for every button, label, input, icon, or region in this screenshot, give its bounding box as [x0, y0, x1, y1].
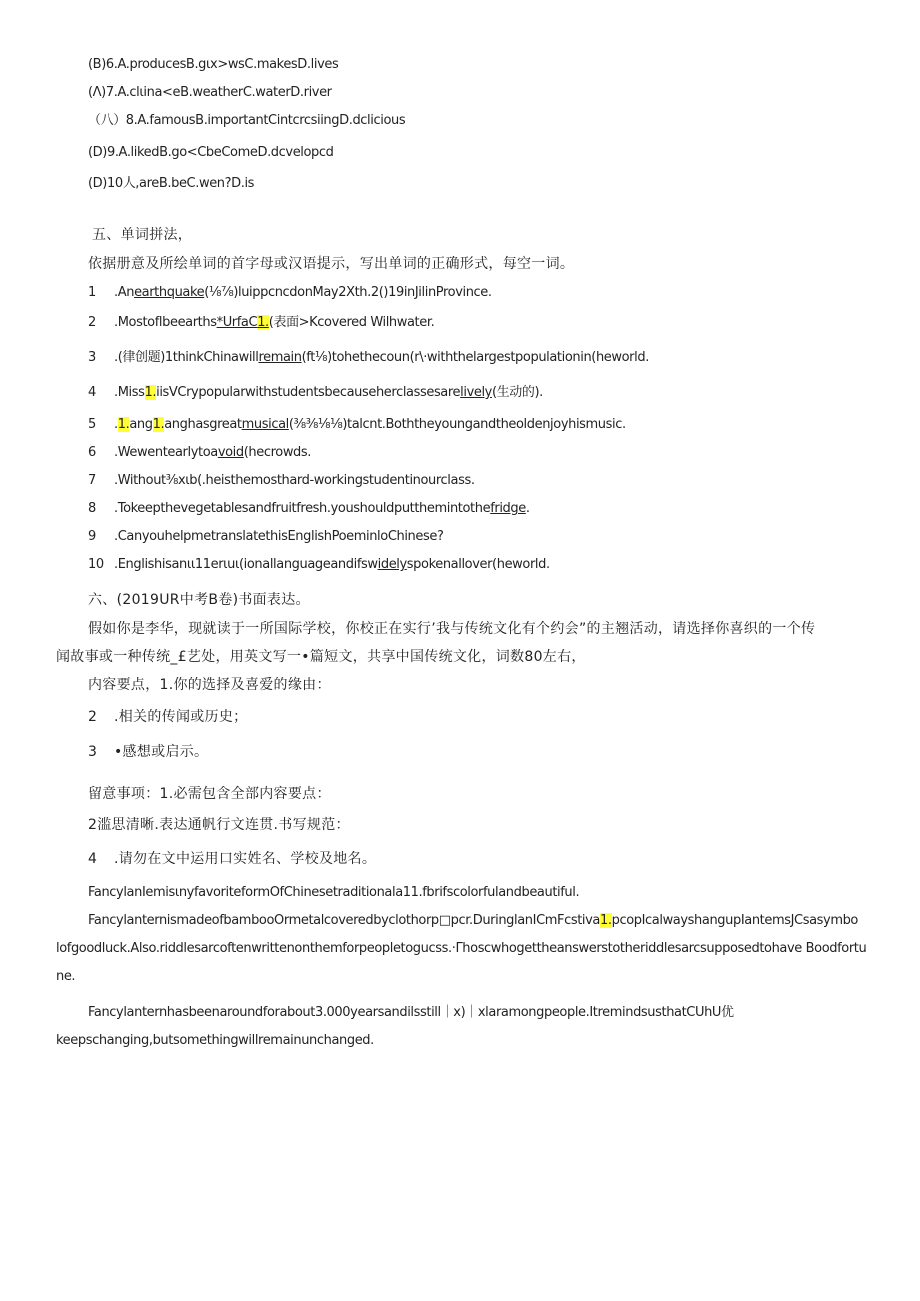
choice-10: (D)10人,areB.beC.wen?D.is	[88, 176, 255, 191]
spelling-item-8: 8 .Tokeepthevegetablesandfruitfresh.youshouldputthemintothefridge.	[88, 501, 530, 516]
content-point-3: 3 •感想或启示。	[88, 744, 209, 760]
spelling-item-4: 4 .Miss1.iisVCrypopularwithstudentsbecauseherclassesarelively(生动的).	[88, 385, 543, 400]
spelling-item-6: 6 .Wewentearlytoavoid(hecrowds.	[88, 445, 312, 460]
essay-paragraph-1: FancylanIemisιnyfavoriteformOfChinesetraditionala11.fbrifscolorfulandbeautiful.	[88, 885, 580, 900]
essay-paragraph-2-line1: FancylanternismadeofbambooOrmetalcoveredbyclothorp□pcr.DuringlanICmFcstiva1.pcopIcalwayshangupIantemsJCsasymbo	[88, 913, 858, 928]
essay-paragraph-3-line2: keepschanging,butsomethingwillremainunchanged.	[56, 1033, 374, 1048]
notes-line-4: 4 .请勿在文中运用口实姓名、学校及地名。	[88, 851, 377, 867]
spelling-item-7: 7 .Without⅜xιb(.heisthemosthard-workingstudentinourclass.	[88, 473, 475, 488]
section6-prompt-line1: 假如你是李华，现就读于一所国际学校，你校正在实行’我与传统文化有个约会”的主翘活动，请选择你喜织的一个传	[88, 621, 816, 637]
spelling-item-3: 3 .(律创题)1thinkChinawillremain(ft⅛)tohethecoun(r\·withthelargestpopulationin(heworld.	[88, 350, 649, 365]
choice-9: (D)9.A.likedB.go<CbeComeD.dcvelopcd	[88, 145, 334, 160]
spelling-item-1: 1 .Anearthquake(⅛⅞)luippcncdonMay2Xth.2()19inJilinProvince.	[88, 285, 492, 300]
notes-line-2: 2滥思清晰.表达通帆行文连贯.书写规范：	[88, 817, 350, 833]
choice-6: (B)6.A.producesB.gιx>wsC.makesD.lives	[88, 57, 339, 72]
content-points-intro: 内容要点，1.你的选择及喜爱的缘由：	[88, 677, 331, 693]
spelling-item-9: 9 .CanyouhelpmetranslatethisEnglishPoeminloChinese?	[88, 529, 444, 544]
spelling-item-2: 2 .Mostoflbeearths*UrfaC1.(表面>Kcovered Wilhwater.	[88, 315, 435, 330]
section5-title: 五、单词拼法，	[92, 227, 193, 243]
spelling-item-10: 10 .Englishisanιι11erιuι(ionallanguageandifswidelyspokenallover(heworld.	[88, 557, 550, 572]
section5-instruction: 依据册意及所绘单词的首字母或汉语提示，写出单词的正确形式，每空一词。	[88, 256, 575, 272]
essay-paragraph-2-line3: ne.	[56, 969, 76, 984]
essay-paragraph-3-line1: Fancylanternhasbeenaroundforabout3.000yearsandilsstill｜x)｜xlaramongpeople.ItremindsusthatCUhU优	[88, 1005, 734, 1020]
choice-8: （八）8.A.famousB.importantCintcrcsiingD.dclicious	[88, 113, 406, 128]
content-point-2: 2 .相关的传闻或历史；	[88, 709, 248, 725]
spelling-item-5: 5 .1.ang1.anghasgreatmusical(⅜⅜⅛⅛)talcnt.Boththeyoungandtheoldenjoyhismusic.	[88, 417, 626, 432]
section6-title: 六、(2019UR中考B卷)书面表达。	[88, 592, 310, 608]
essay-paragraph-2-line2: lofgoodluck.Also.riddlesarcoftenwrittenonthemforpeopletogucss.·Γhoscwhogettheanswerstotheriddlesarcsupposedtohave Boodfortu	[56, 941, 867, 956]
choice-7: (Λ)7.A.clιina<eB.weatherC.waterD.river	[88, 85, 332, 100]
notes-line-1: 留意事项：1.必需包含全部内容要点：	[88, 786, 331, 802]
section6-prompt-line2: 闻故事或一种传统_£艺处，用英文写一•篇短文，共享中国传统文化，词数80左右，	[56, 649, 586, 665]
